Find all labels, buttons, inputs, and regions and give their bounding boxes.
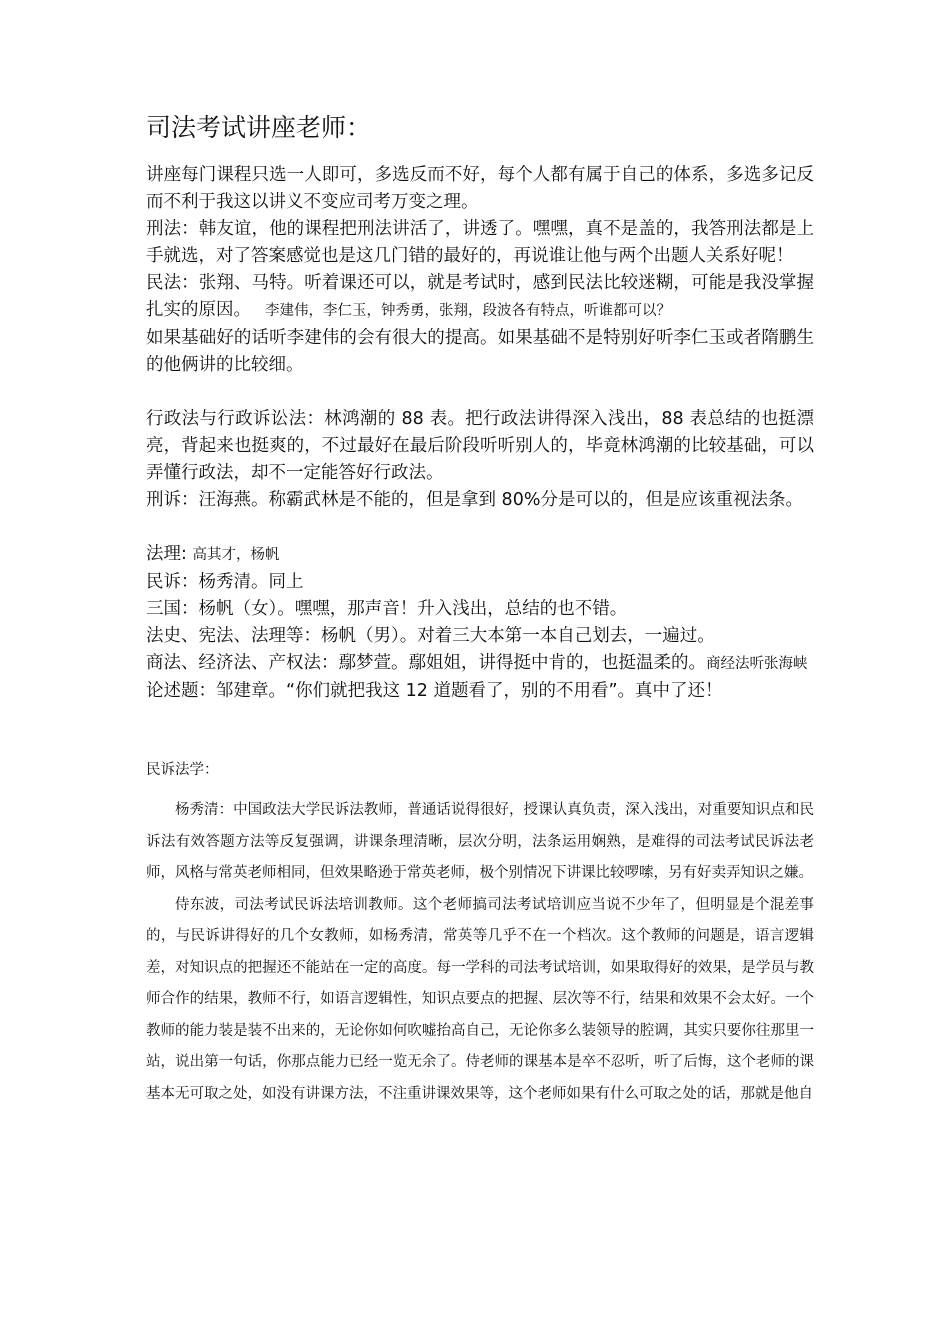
spacer [146, 514, 814, 541]
civil-law-teacher-note: 李建伟，李仁玉，钟秀勇，张翔，段波各有特点，听谁都可以？ [265, 303, 671, 319]
criminal-law-paragraph: 刑法：韩友谊，他的课程把刑法讲活了，讲透了。嘿嘿，真不是盖的，我答刑法都是上手就选，对了答案感觉也是这几门错的最好的，再说谁让他与两个出题人关系好呢！ [146, 219, 814, 266]
page-title: 司法考试讲座老师： [146, 113, 372, 142]
jurisprudence-line [146, 541, 814, 569]
legal-history-line: 法史、宪法、法理等：杨帆（男）。对着三大本第一本自己划去，一遍过。 [146, 626, 715, 646]
teacher-review-yang: 杨秀清：中国政法大学民诉法教师，普通话说得很好，授课认真负责，深入浅出，对重要知识点和民诉法有效答题方法等反复强调，讲课条理清晰，层次分明，法条运用娴熟，是难得的司法考试民诉法老师，风格与常英老师相同，但效果略逊于常英老师，极个别情况下讲课比较啰嗦，另有好卖弄知识之嫌。 [146, 802, 814, 881]
jurisprudence-teachers: 高其才，杨帆 [192, 547, 280, 563]
civil-procedure-line: 民诉：杨秀清。同上 [146, 572, 304, 592]
civil-law-paragraph [146, 270, 814, 325]
intro-paragraph: 讲座每门课程只选一人即可，多选反而不好，每个人都有属于自己的体系，多选多记反而不利于我这以讲义不变应司考万变之理。 [146, 165, 814, 212]
international-law-line: 三国：杨帆（女）。嘿嘿，那声音！升入浅出，总结的也不错。 [146, 599, 628, 619]
teacher-review-shi: 侍东波，司法考试民诉法培训教师。这个老师搞司法考试培训应当说不少年了，但明显是个混差事的，与民诉讲得好的几个女教师，如杨秀清，常英等几乎不在一个档次。这个教师的问题是，语言逻辑差，对知识点的把握还不能站在一定的高度。每一学科的司法考试培训，如果取得好的效果，是学员与教师合作的结果，教师不行，如语言逻辑性，知识点要点的把握、层次等不行，结果和效果不会太好。一个教师的能力装是装不出来的，无论你如何吹嘘抬高自己，无论你多么装领导的腔调，其实只要你往那里一站，说出第一句话，你那点能力已经一览无余了。侍老师的课基本是卒不忍听，听了后悔，这个老师的课基本无可取之处，如没有讲课方法，不注重讲课效果等，这个老师如果有什么可取之处的话，那就是他自 [146, 896, 814, 1102]
criminal-procedure-paragraph: 刑诉：汪海燕。称霸武林是不能的，但是拿到 80%分是可以的，但是应该重视法条。 [146, 490, 803, 510]
commercial-law-line [146, 650, 814, 678]
commercial-law-text: 商法、经济法、产权法：鄢梦萱。鄢姐姐，讲得挺中肯的，也挺温柔的。 [146, 653, 706, 673]
jurisprudence-label: 法理: [146, 544, 187, 564]
document-page [146, 110, 814, 1110]
administrative-law-paragraph: 行政法与行政诉讼法：林鸿潮的 88 表。把行政法讲得深入浅出，88 表总结的也挺漂亮，背起来也挺爽的，不过最好在最后阶段听听别人的，毕竟林鸿潮的比较基础，可以弄懂行政法，却不一定能答好行政法。 [146, 409, 814, 483]
section-label-civil-procedure: 民诉法学： [146, 762, 219, 778]
commercial-law-note: 商经法听张海峡 [706, 656, 808, 672]
essay-question-line: 论述题：邹建章。“你们就把我这 12 道题看了，别的不用看”。真中了还！ [146, 681, 723, 701]
civil-law-text: 民法：张翔、马特。听着课还可以，就是考试时，感到民法比较迷糊，可能是我没掌握扎实的原因。 [146, 273, 814, 320]
spacer [146, 379, 814, 406]
spacer [146, 705, 814, 759]
civil-law-advice-paragraph: 如果基础好的话听李建伟的会有很大的提高。如果基础不是特别好听李仁玉或者隋鹏生的他俩讲的比较细。 [146, 328, 814, 375]
